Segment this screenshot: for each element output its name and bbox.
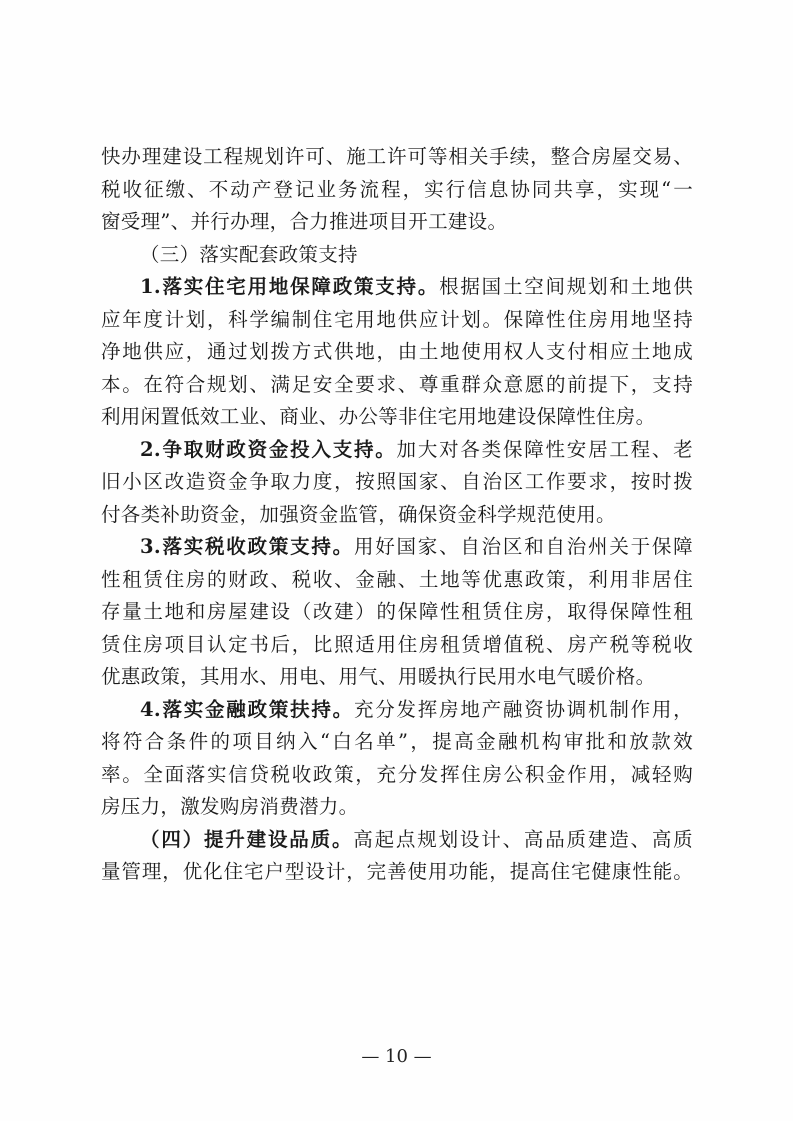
paragraph-text: 用好国家、自治区和自治州关于保障 bbox=[353, 535, 693, 558]
text-line: 窗受理”、并行办理，合力推进项目开工建设。 bbox=[101, 210, 508, 233]
text-line: 房压力，激发购房消费潜力。 bbox=[101, 795, 359, 818]
paragraph-first-line bbox=[101, 531, 693, 564]
paragraph-lead: 2.争取财政资金投入支持。 bbox=[140, 437, 397, 461]
paragraph-first-line bbox=[101, 434, 693, 467]
paragraph-lead: （四）提升建设品质。 bbox=[140, 827, 354, 851]
paragraph-first-line bbox=[101, 824, 693, 857]
paragraph-text: 加大对各类保障性安居工程、老 bbox=[396, 437, 694, 461]
text-line: 净地供应，通过划拨方式供地，由土地使用权人支付相应土地成 bbox=[101, 340, 693, 363]
document-body bbox=[101, 141, 693, 889]
text-line: 率。全面落实信贷税收政策，充分发挥住房公积金作用，减轻购 bbox=[101, 762, 693, 786]
text-line: 性租赁住房的财政、税收、金融、土地等优惠政策，利用非居住 bbox=[101, 567, 693, 591]
text-line: 本。在符合规划、满足安全要求、尊重群众意愿的前提下，支持 bbox=[101, 372, 693, 396]
paragraph-lead: 4.落实金融政策扶持。 bbox=[140, 697, 354, 721]
text-line: 付各类补助资金，加强资金监管，确保资金科学规范使用。 bbox=[101, 502, 616, 526]
paragraph-first-line bbox=[101, 694, 693, 727]
text-line: 税收征缴、不动产登记业务流程，实行信息协同共享，实现“一 bbox=[101, 177, 693, 201]
section-heading: （三）落实配套政策支持 bbox=[140, 242, 358, 266]
text-line: 优惠政策，其用水、用电、用气、用暖执行民用水电气暖价格。 bbox=[101, 665, 656, 688]
paragraph-first-line bbox=[101, 271, 693, 304]
paragraph-lead: 1.落实住宅用地保障政策支持。 bbox=[140, 275, 440, 298]
text-line: 旧小区改造资金争取力度，按照国家、自治区工作要求，按时拨 bbox=[101, 470, 693, 493]
paragraph-lead: 3.落实税收政策支持。 bbox=[140, 535, 354, 558]
text-line: 将符合条件的项目纳入“白名单”，提高金融机构审批和放款效 bbox=[101, 730, 693, 753]
paragraph-text: 根据国土空间规划和土地供 bbox=[439, 275, 694, 298]
paragraph-text: 充分发挥房地产融资协调机制作用， bbox=[353, 697, 693, 721]
text-line: 应年度计划，科学编制住宅用地供应计划。保障性住房用地坚持 bbox=[101, 307, 693, 331]
text-line: 存量土地和房屋建设（改建）的保障性租赁住房，取得保障性租 bbox=[101, 600, 693, 623]
text-line: 赁住房项目认定书后，比照适用住房租赁增值税、房产税等税收 bbox=[101, 632, 693, 656]
page-number: — 10 — bbox=[361, 1046, 432, 1067]
text-line: 量管理，优化住宅户型设计，完善使用功能，提高住宅健康性能。 bbox=[101, 860, 693, 883]
paragraph-text: 高起点规划设计、高品质建造、高质 bbox=[353, 827, 693, 851]
text-line: 利用闲置低效工业、商业、办公等非住宅用地建设保障性住房。 bbox=[101, 405, 656, 428]
text-line: 快办理建设工程规划许可、施工许可等相关手续，整合房屋交易、 bbox=[101, 145, 693, 168]
